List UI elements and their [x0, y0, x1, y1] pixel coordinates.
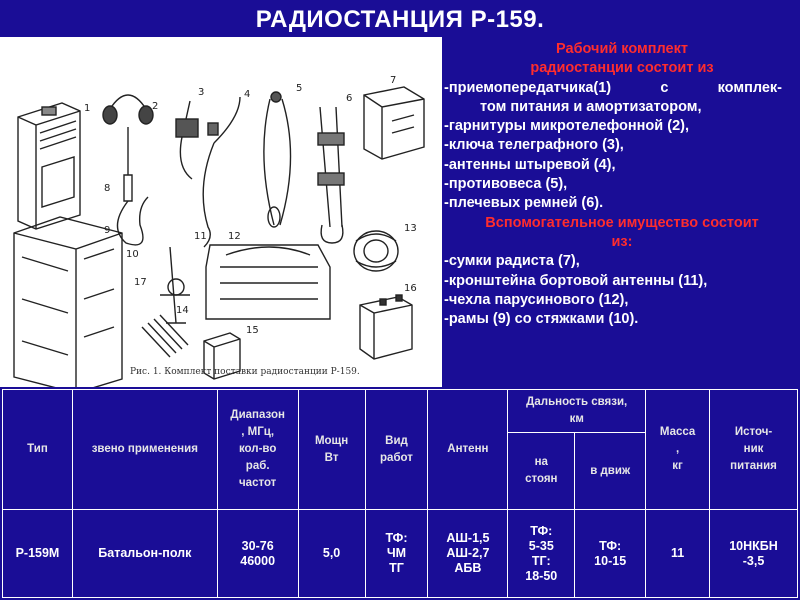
cell-range: 30-76 46000 [217, 510, 298, 598]
figure-number-6: 6 [346, 93, 353, 104]
header-distance: Дальность связи, км [508, 390, 646, 433]
kit-item-5: -противовеса (5), [444, 176, 568, 193]
aux-item-1: -сумки радиста (7), [444, 253, 580, 270]
figure-number-4: 4 [244, 89, 251, 100]
figure-number-10: 10 [126, 249, 139, 260]
frame-box-drawing [14, 217, 122, 387]
cell-unit: Батальон-полк [72, 510, 217, 598]
equipment-figure [0, 37, 442, 387]
canvas-cover-drawing [206, 245, 330, 319]
coil-drawing [354, 231, 398, 271]
header-range: Диапазон , МГц, кол-во раб. частот [217, 390, 298, 510]
equipment-description [444, 40, 800, 380]
counterpoise-drawing [264, 92, 291, 227]
cell-power: 5,0 [298, 510, 365, 598]
headset-drawing [103, 95, 153, 245]
header-power-source: Источ- ник питания [710, 390, 798, 510]
header-mass: Масса , кг [646, 390, 710, 510]
telegraph-key-drawing [176, 101, 198, 179]
shoulder-straps-drawing [318, 107, 344, 243]
figure-number-14: 14 [176, 305, 189, 316]
figure-number-11: 11 [194, 231, 207, 242]
figure-number-15: 15 [246, 325, 259, 336]
specs-table [2, 389, 798, 598]
figure-number-2: 2 [152, 101, 159, 112]
figure-number-9: 9 [104, 225, 111, 236]
cell-mode: ТФ: ЧМ ТГ [365, 510, 428, 598]
kit-item-4: -антенны штыревой (4), [444, 156, 616, 173]
table-row [3, 510, 798, 598]
page-title: РАДИОСТАНЦИЯ Р-159. [255, 6, 545, 33]
kit-item-6: -плечевых ремней (6). [444, 195, 604, 212]
transceiver-drawing [18, 103, 80, 229]
header-mode: Вид работ [365, 390, 428, 510]
cell-mass: 11 [646, 510, 710, 598]
aux-heading: Вспомогательное имущество состоит [485, 214, 759, 231]
kit-item-1 [444, 79, 782, 98]
header-type: Тип [3, 390, 73, 510]
figure-number-7: 7 [390, 75, 397, 86]
radio-bag-drawing [364, 87, 424, 159]
cell-power-source: 10НКБН -3,5 [710, 510, 798, 598]
battery-drawing [360, 295, 412, 359]
figure-number-17: 17 [134, 277, 147, 288]
kit-item-3: -ключа телеграфного (3), [444, 137, 624, 154]
kit-item-1-a: -приемопередатчика(1) [444, 79, 612, 96]
figure-number-16: 16 [404, 283, 417, 294]
figure-number-13: 13 [404, 223, 417, 234]
cell-antenna: АШ-1,5 АШ-2,7 АБВ [428, 510, 508, 598]
figure-number-12: 12 [228, 231, 241, 242]
header-moving: в движ [575, 433, 646, 510]
kit-item-2: -гарнитуры микротелефонной (2), [444, 118, 689, 135]
figure-number-3: 3 [198, 87, 205, 98]
header-row [3, 390, 798, 433]
working-kit-heading-2: радиостанции состоит из [530, 60, 714, 77]
header-power: Мощн Вт [298, 390, 365, 510]
equipment-drawing [0, 37, 442, 387]
header-antenna: Антенн [428, 390, 508, 510]
cell-type: Р-159М [3, 510, 73, 598]
header-unit: звено применения [72, 390, 217, 510]
working-kit-heading: Рабочий комплект [556, 41, 688, 57]
aux-item-3: -чехла парусинового (12), [444, 291, 629, 308]
figure-number-1: 1 [84, 103, 91, 114]
cell-stationary: ТФ: 5-35 ТГ: 18-50 [508, 510, 575, 598]
header-stationary: на стоян [508, 433, 575, 510]
figure-number-8: 8 [104, 183, 111, 194]
kit-item-1-c: комплек- [717, 79, 782, 96]
figure-number-5: 5 [296, 83, 303, 94]
kit-item-1-cont: том питания и амортизатором, [480, 98, 702, 115]
cell-moving: ТФ: 10-15 [575, 510, 646, 598]
aux-heading-2: из: [611, 233, 633, 250]
figure-caption: Рис. 1. Комплект поставки радиостанции Р-159. [130, 367, 360, 377]
whip-antenna-drawing [203, 97, 240, 247]
rods-drawing [142, 315, 188, 357]
aux-item-2: -кронштейна бортовой антенны (11), [444, 272, 708, 289]
kit-item-1-b: с [660, 79, 669, 96]
aux-item-4: -рамы (9) со стяжками (10). [444, 311, 639, 328]
